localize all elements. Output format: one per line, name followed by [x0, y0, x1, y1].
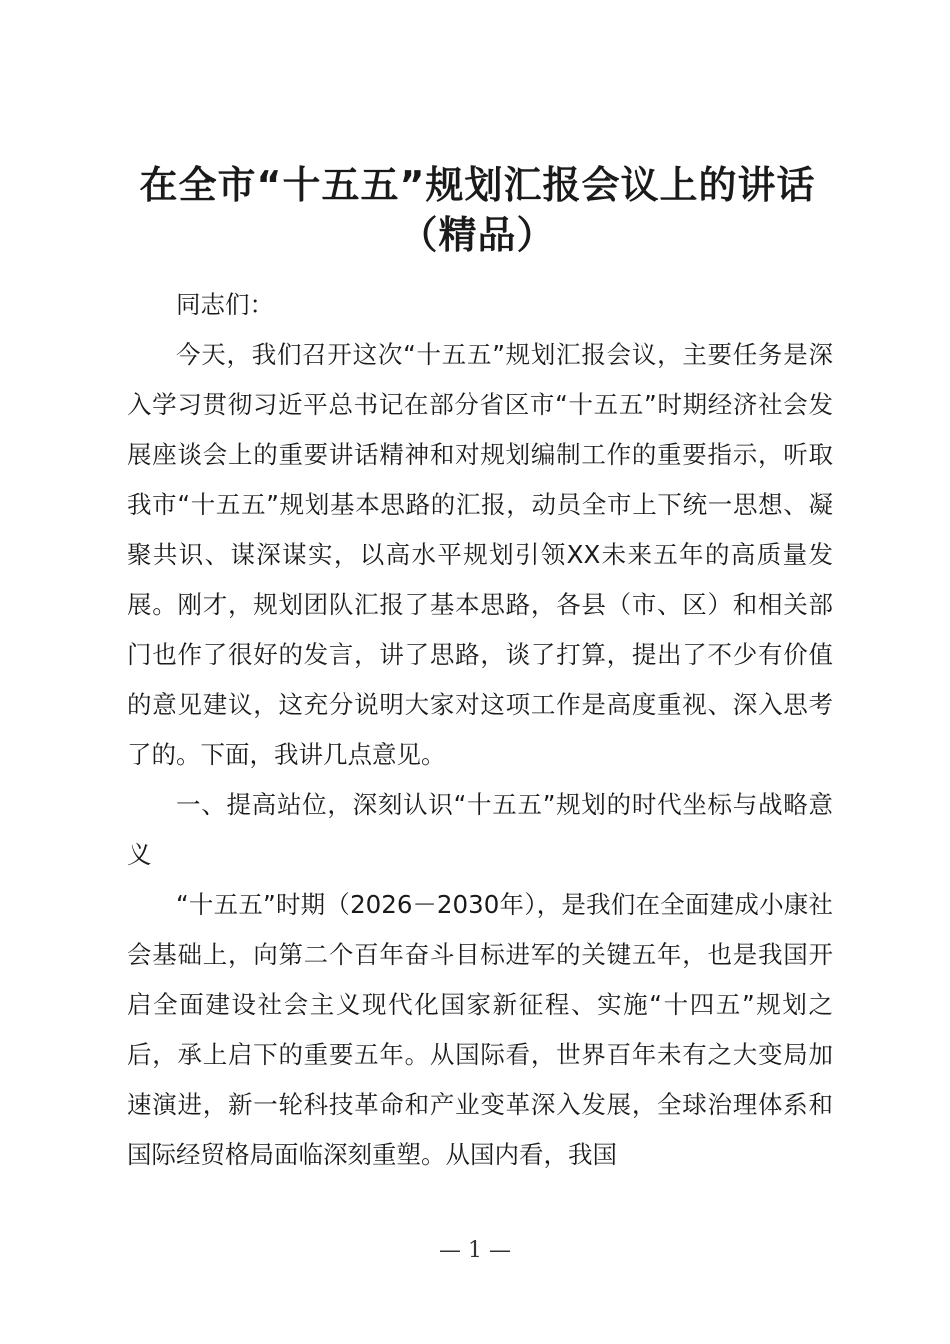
section-heading-1: 一、提高站位，深刻认识“十五五”规划的时代坐标与战略意义	[127, 790, 833, 869]
body-paragraph-intro: 今天，我们召开这次“十五五”规划汇报会议，主要任务是深入学习贯彻习近平总书记在部分省区市“十五五”时期经济社会发展座谈会上的重要讲话精神和对规划编制工作的重要指示，听取我市“十五五”规划基本思路的汇报，动员全市上下统一思想、凝聚共识、谋深谋实，以高水平规划引领XX未来五年的高质量发展。刚才，规划团队汇报了基本思路，各县（市、区）和相关部门也作了很好的发言，讲了思路，谈了打算，提出了不少有价值的意见建议，这充分说明大家对这项工作是高度重视、深入思考了的。下面，我讲几点意见。	[127, 340, 833, 769]
page-number: — 1 —	[439, 1238, 511, 1263]
body-paragraph-section-1: “十五五”时期（2026－2030年），是我们在全面建成小康社会基础上，向第二个百年奋斗目标进军的关键五年，也是我国开启全面建设社会主义现代化国家新征程、实施“十四五”规划之后，承上启下的重要五年。从国际看，世界百年未有之大变局加速演进，新一轮科技革命和产业变革深入发展，全球治理体系和国际经贸格局面临深刻重塑。从国内看，我国	[127, 890, 833, 1169]
document-title: 在全市“十五五”规划汇报会议上的讲话（精品）	[139, 163, 816, 257]
salutation: 同志们：	[176, 290, 274, 319]
document-body	[127, 280, 833, 1180]
